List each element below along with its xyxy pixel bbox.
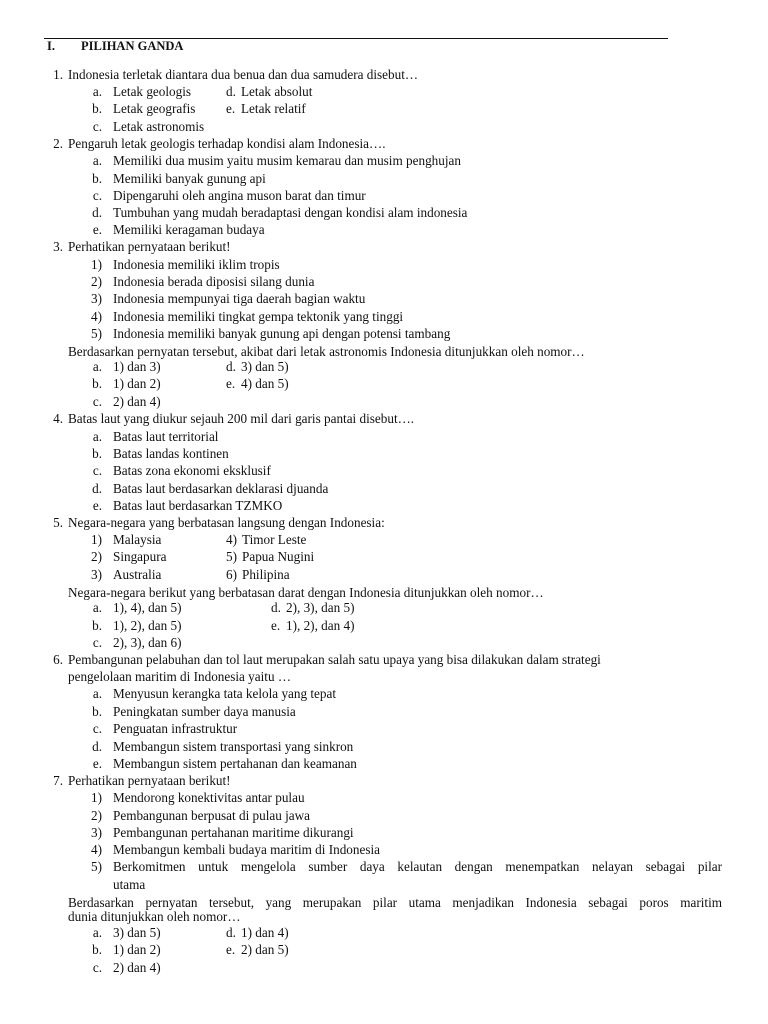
section-number: I.	[47, 39, 55, 53]
option-text: Letak geografis	[113, 101, 196, 116]
option-label: e.	[92, 756, 102, 771]
option-label: a.	[92, 925, 102, 940]
option-label: d.	[92, 481, 102, 496]
option-text: Letak absolut	[241, 84, 313, 99]
option-label: c.	[92, 119, 102, 134]
option-text: 1), 4), dan 5)	[113, 600, 182, 615]
option-text: Membangun sistem pertahanan dan keamanan	[113, 756, 357, 771]
option-text: 3) dan 5)	[241, 359, 289, 374]
option-label: a.	[92, 686, 102, 701]
section-title: PILIHAN GANDA	[81, 39, 184, 53]
option-text: Letak relatif	[241, 101, 306, 116]
statement-label: 3)	[91, 291, 102, 306]
option-text: 2) dan 4)	[113, 394, 161, 409]
option-label: a.	[92, 359, 102, 374]
option-text: Penguatan infrastruktur	[113, 721, 238, 736]
question-number: 7.	[53, 773, 63, 788]
option-label: c.	[92, 960, 102, 975]
option-label: d.	[92, 739, 102, 754]
option-text: Batas laut territorial	[113, 429, 219, 444]
statement-text: Indonesia mempunyai tiga daerah bagian waktu	[113, 291, 366, 306]
option-text: 1) dan 3)	[113, 359, 161, 374]
option-text: Batas landas kontinen	[113, 446, 229, 461]
statement-label: 5)	[91, 326, 102, 341]
option-label: d.	[226, 359, 236, 374]
statement-text: utama	[113, 877, 146, 892]
option-text: Memiliki dua musim yaitu musim kemarau dan musim penghujan	[113, 153, 461, 168]
question-text: Perhatikan pernyataan berikut!	[68, 239, 231, 254]
statement-label: 4)	[91, 842, 102, 857]
option-text: Peningkatan sumber daya manusia	[113, 704, 296, 719]
statement-label: 1)	[91, 790, 102, 805]
statement-label: 2)	[91, 549, 102, 564]
statement-label: 1)	[91, 532, 102, 547]
option-text: Memiliki keragaman budaya	[113, 222, 265, 237]
option-text: 2), 3), dan 5)	[286, 600, 355, 615]
option-text: 4) dan 5)	[241, 376, 289, 391]
statement-text: Mendorong konektivitas antar pulau	[113, 790, 305, 805]
option-text: 1) dan 4)	[241, 925, 289, 940]
statement-text: Pembangunan pertahanan maritime dikurangi	[113, 825, 354, 840]
option-label: a.	[92, 429, 102, 444]
option-label: d.	[226, 84, 236, 99]
option-label: c.	[92, 463, 102, 478]
statement-text: Malaysia	[113, 532, 162, 547]
statement-text: Australia	[113, 567, 162, 582]
statement-label: 3)	[91, 825, 102, 840]
question-text: pengelolaan maritim di Indonesia yaitu …	[68, 669, 292, 684]
option-text: Letak astronomis	[113, 119, 205, 134]
question-number: 6.	[53, 652, 63, 667]
option-text: 2) dan 4)	[113, 960, 161, 975]
question-number: 4.	[53, 411, 63, 426]
option-text: 1) dan 2)	[113, 942, 161, 957]
option-label: e.	[271, 618, 281, 633]
option-text: 2) dan 5)	[241, 942, 289, 957]
option-label: c.	[92, 635, 102, 650]
question-number: 1.	[53, 67, 63, 82]
option-label: e.	[226, 101, 236, 116]
statement-text: Indonesia memiliki iklim tropis	[113, 257, 280, 272]
prompt-text: Berdasarkan pernyatan tersebut, akibat dari letak astronomis Indonesia ditunjukkan oleh nomor…	[68, 344, 585, 359]
statement-label: 5)	[226, 549, 237, 564]
statement-label: 4)	[226, 532, 237, 547]
statement-text: Berkomitmen untuk mengelola sumber daya kelautan dengan menempatkan nelayan sebagai pilar	[113, 859, 722, 874]
question-number: 5.	[53, 515, 63, 530]
option-label: a.	[92, 153, 102, 168]
option-label: c.	[92, 188, 102, 203]
option-label: b.	[92, 618, 102, 633]
prompt-text: Berdasarkan pernyatan tersebut, yang merupakan pilar utama menjadikan Indonesia sebagai poros maritim	[68, 895, 722, 910]
option-label: b.	[92, 704, 102, 719]
statement-label: 3)	[91, 567, 102, 582]
option-text: Membangun sistem transportasi yang sinkron	[113, 739, 354, 754]
option-text: Batas zona ekonomi eksklusif	[113, 463, 271, 478]
option-label: e.	[226, 942, 236, 957]
question-text: Batas laut yang diukur sejauh 200 mil dari garis pantai disebut….	[68, 411, 415, 426]
option-text: Dipengaruhi oleh angina muson barat dan timur	[113, 188, 366, 203]
statement-label: 4)	[91, 309, 102, 324]
prompt-text: Negara-negara berikut yang berbatasan darat dengan Indonesia ditunjukkan oleh nomor…	[68, 585, 544, 600]
option-label: c.	[92, 394, 102, 409]
option-label: e.	[92, 222, 102, 237]
option-label: d.	[271, 600, 281, 615]
question-text: Pengaruh letak geologis terhadap kondisi alam Indonesia….	[68, 136, 386, 151]
statement-text: Philipina	[242, 567, 290, 582]
statement-text: Indonesia berada diposisi silang dunia	[113, 274, 315, 289]
option-text: 1), 2), dan 5)	[113, 618, 182, 633]
option-text: Letak geologis	[113, 84, 192, 99]
statement-text: Indonesia memiliki banyak gunung api dengan potensi tambang	[113, 326, 451, 341]
option-text: 1) dan 2)	[113, 376, 161, 391]
statement-text: Singapura	[113, 549, 167, 564]
option-label: b.	[92, 942, 102, 957]
option-label: a.	[92, 600, 102, 615]
statement-label: 6)	[226, 567, 237, 582]
statement-text: Indonesia memiliki tingkat gempa tektonik yang tinggi	[113, 309, 404, 324]
option-text: Batas laut berdasarkan TZMKO	[113, 498, 283, 513]
question-text: Indonesia terletak diantara dua benua dan dua samudera disebut…	[68, 67, 419, 82]
option-text: Batas laut berdasarkan deklarasi djuanda	[113, 481, 329, 496]
question-number: 2.	[53, 136, 63, 151]
statement-text: Pembangunan berpusat di pulau jawa	[113, 808, 311, 823]
option-label: e.	[92, 498, 102, 513]
option-text: 1), 2), dan 4)	[286, 618, 355, 633]
statement-label: 2)	[91, 808, 102, 823]
question-number: 3.	[53, 239, 63, 254]
option-label: b.	[92, 376, 102, 391]
option-text: Memiliki banyak gunung api	[113, 171, 266, 186]
question-text: Negara-negara yang berbatasan langsung dengan Indonesia:	[68, 515, 385, 530]
option-text: Tumbuhan yang mudah beradaptasi dengan kondisi alam indonesia	[113, 205, 468, 220]
option-label: d.	[226, 925, 236, 940]
prompt-text: dunia ditunjukkan oleh nomor…	[68, 909, 241, 924]
statement-text: Membangun kembali budaya maritim di Indonesia	[113, 842, 380, 857]
option-label: c.	[92, 721, 102, 736]
statement-label: 2)	[91, 274, 102, 289]
option-label: d.	[92, 205, 102, 220]
option-label: b.	[92, 171, 102, 186]
option-label: b.	[92, 446, 102, 461]
option-label: a.	[92, 84, 102, 99]
statement-text: Papua Nugini	[242, 549, 315, 564]
option-text: 3) dan 5)	[113, 925, 161, 940]
question-text: Perhatikan pernyataan berikut!	[68, 773, 231, 788]
option-text: Menyusun kerangka tata kelola yang tepat	[113, 686, 337, 701]
statement-label: 5)	[91, 859, 102, 874]
option-label: b.	[92, 101, 102, 116]
question-text: Pembangunan pelabuhan dan tol laut merupakan salah satu upaya yang bisa dilakukan dalam strategi	[68, 652, 601, 667]
option-label: e.	[226, 376, 236, 391]
statement-text: Timor Leste	[242, 532, 307, 547]
statement-label: 1)	[91, 257, 102, 272]
option-text: 2), 3), dan 6)	[113, 635, 182, 650]
